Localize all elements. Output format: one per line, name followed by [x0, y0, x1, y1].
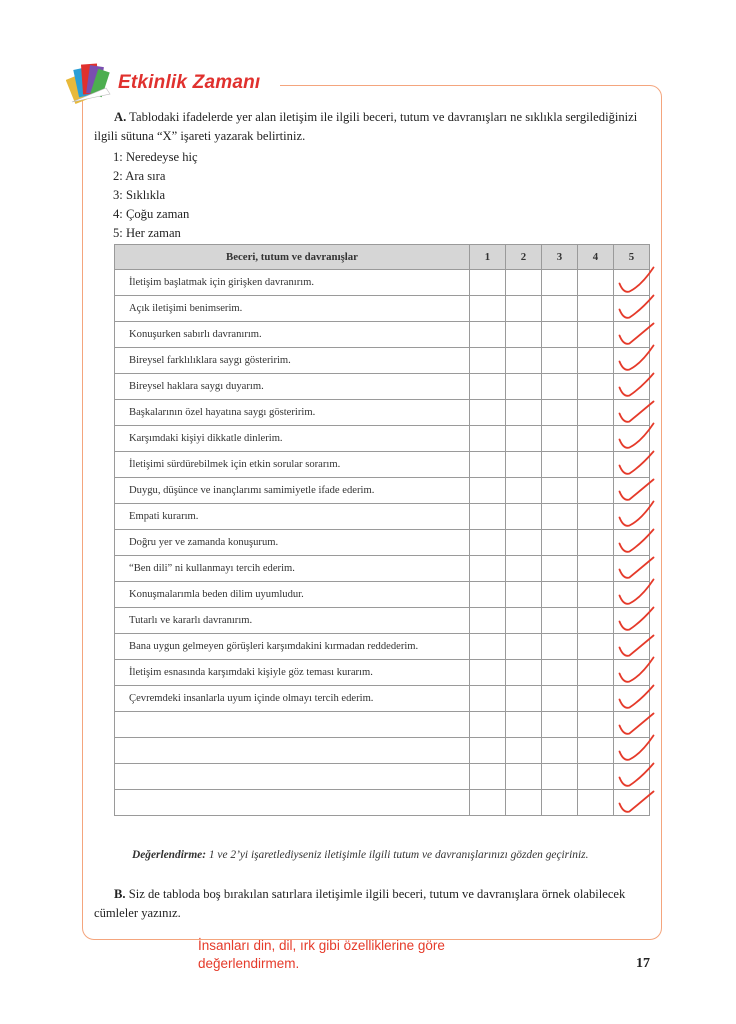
rating-cell-4[interactable]: [578, 530, 614, 556]
statement-cell: Duygu, düşünce ve inançlarımı samimiyetle ifade ederim.: [115, 478, 470, 504]
rating-cell-2[interactable]: [506, 348, 542, 374]
part-b-letter: B.: [114, 887, 126, 901]
rating-cell-1[interactable]: [470, 686, 506, 712]
rating-cell-5[interactable]: [614, 530, 650, 556]
rating-cell-4[interactable]: [578, 478, 614, 504]
table-row: [115, 686, 650, 712]
rating-cell-5[interactable]: [614, 348, 650, 374]
rating-cell-2[interactable]: [506, 322, 542, 348]
rating-cell-3[interactable]: [542, 504, 578, 530]
column-header-2: 2: [506, 245, 542, 270]
rating-cell-1[interactable]: [470, 270, 506, 296]
rating-cell-3[interactable]: [542, 400, 578, 426]
rating-cell-4[interactable]: [578, 426, 614, 452]
rating-cell-4[interactable]: [578, 556, 614, 582]
rating-cell-1[interactable]: [470, 374, 506, 400]
rating-cell-2[interactable]: [506, 764, 542, 790]
rating-cell-5[interactable]: [614, 400, 650, 426]
evaluation-note: [132, 849, 588, 861]
rating-cell-1[interactable]: [470, 478, 506, 504]
table-row: [115, 348, 650, 374]
activity-title: Etkinlik Zamanı: [118, 72, 261, 93]
statement-cell: Konuşmalarımla beden dilim uyumludur.: [115, 582, 470, 608]
rating-cell-1[interactable]: [470, 764, 506, 790]
table-header-label: Beceri, tutum ve davranışlar: [115, 245, 470, 270]
scale-item-1: 1: Neredeyse hiç: [113, 150, 198, 164]
rating-cell-4[interactable]: [578, 400, 614, 426]
rating-cell-3[interactable]: [542, 764, 578, 790]
table-row: [115, 478, 650, 504]
statement-cell: Çevremdeki insanlarla uyum içinde olmayı tercih ederim.: [115, 686, 470, 712]
rating-cell-4[interactable]: [578, 270, 614, 296]
rating-cell-5[interactable]: [614, 374, 650, 400]
rating-cell-5[interactable]: [614, 296, 650, 322]
rating-cell-3[interactable]: [542, 426, 578, 452]
statement-cell: Başkalarının özel hayatına saygı gösteririm.: [115, 400, 470, 426]
part-a-text: Tablodaki ifadelerde yer alan iletişim ile ilgili beceri, tutum ve davranışları ne sıklıkla sergilediğinizi ilgili sütuna “X” işareti yazarak belirtiniz.: [94, 110, 638, 143]
rating-cell-2[interactable]: [506, 400, 542, 426]
rating-cell-1[interactable]: [470, 790, 506, 816]
rating-cell-3[interactable]: [542, 296, 578, 322]
table-row: [115, 504, 650, 530]
activity-logo-icon: [66, 58, 120, 108]
statement-cell: Bireysel farklılıklara saygı gösteririm.: [115, 348, 470, 374]
rating-cell-4[interactable]: [578, 452, 614, 478]
statement-cell: [115, 790, 470, 816]
rating-cell-2[interactable]: [506, 556, 542, 582]
column-header-1: 1: [470, 245, 506, 270]
rating-cell-3[interactable]: [542, 582, 578, 608]
statement-cell: Karşımdaki kişiyi dikkatle dinlerim.: [115, 426, 470, 452]
rating-cell-1[interactable]: [470, 530, 506, 556]
rating-cell-3[interactable]: [542, 738, 578, 764]
rating-cell-2[interactable]: [506, 270, 542, 296]
rating-cell-1[interactable]: [470, 400, 506, 426]
rating-cell-5[interactable]: [614, 686, 650, 712]
rating-cell-5[interactable]: [614, 712, 650, 738]
rating-cell-2[interactable]: [506, 296, 542, 322]
rating-cell-5[interactable]: [614, 322, 650, 348]
handwritten-line-1: İnsanları din, dil, ırk gibi özelliklerine göre: [198, 938, 445, 953]
rating-cell-2[interactable]: [506, 712, 542, 738]
rating-cell-3[interactable]: [542, 374, 578, 400]
rating-cell-1[interactable]: [470, 504, 506, 530]
rating-cell-5[interactable]: [614, 582, 650, 608]
table-row: [115, 296, 650, 322]
rating-cell-4[interactable]: [578, 348, 614, 374]
rating-cell-1[interactable]: [470, 582, 506, 608]
rating-cell-2[interactable]: [506, 452, 542, 478]
rating-cell-5[interactable]: [614, 660, 650, 686]
rating-cell-3[interactable]: [542, 660, 578, 686]
table-row: [115, 738, 650, 764]
table-row: [115, 764, 650, 790]
rating-cell-2[interactable]: [506, 478, 542, 504]
rating-cell-4[interactable]: [578, 374, 614, 400]
table-row: [115, 530, 650, 556]
rating-cell-2[interactable]: [506, 374, 542, 400]
table-row: [115, 374, 650, 400]
statement-cell: İletişimi sürdürebilmek için etkin sorular sorarım.: [115, 452, 470, 478]
statement-cell: Açık iletişimi benimserim.: [115, 296, 470, 322]
rating-cell-1[interactable]: [470, 712, 506, 738]
rating-cell-2[interactable]: [506, 608, 542, 634]
scale-item-2: 2: Ara sıra: [113, 169, 166, 183]
scale-item-4: 4: Çoğu zaman: [113, 207, 190, 221]
evaluation-label: Değerlendirme:: [132, 849, 207, 861]
table-row: [115, 426, 650, 452]
rating-cell-2[interactable]: [506, 634, 542, 660]
statement-cell: Bana uygun gelmeyen görüşleri karşımdakini kırmadan reddederim.: [115, 634, 470, 660]
rating-cell-4[interactable]: [578, 634, 614, 660]
rating-cell-2[interactable]: [506, 738, 542, 764]
rating-cell-2[interactable]: [506, 686, 542, 712]
rating-cell-5[interactable]: [614, 504, 650, 530]
rating-cell-3[interactable]: [542, 270, 578, 296]
statement-cell: “Ben dili” ni kullanmayı tercih ederim.: [115, 556, 470, 582]
statement-cell: [115, 738, 470, 764]
rating-cell-4[interactable]: [578, 322, 614, 348]
rating-cell-4[interactable]: [578, 712, 614, 738]
rating-cell-4[interactable]: [578, 738, 614, 764]
part-b-instruction: [94, 885, 654, 923]
rating-cell-5[interactable]: [614, 270, 650, 296]
rating-cell-4[interactable]: [578, 660, 614, 686]
rating-cell-5[interactable]: [614, 738, 650, 764]
statement-cell: Empati kurarım.: [115, 504, 470, 530]
rating-cell-1[interactable]: [470, 426, 506, 452]
handwritten-answer: [198, 937, 518, 973]
rating-cell-1[interactable]: [470, 452, 506, 478]
rating-cell-5[interactable]: [614, 426, 650, 452]
rating-cell-5[interactable]: [614, 556, 650, 582]
rating-cell-4[interactable]: [578, 582, 614, 608]
rating-cell-1[interactable]: [470, 634, 506, 660]
table-header-row: [115, 245, 650, 270]
rating-cell-2[interactable]: [506, 530, 542, 556]
rating-cell-3[interactable]: [542, 608, 578, 634]
rating-cell-3[interactable]: [542, 348, 578, 374]
scale-item-5: 5: Her zaman: [113, 226, 181, 240]
rating-cell-3[interactable]: [542, 322, 578, 348]
behavior-table: [114, 244, 650, 816]
rating-cell-1[interactable]: [470, 348, 506, 374]
rating-cell-2[interactable]: [506, 660, 542, 686]
rating-cell-3[interactable]: [542, 530, 578, 556]
statement-cell: İletişim başlatmak için girişken davranırım.: [115, 270, 470, 296]
rating-cell-2[interactable]: [506, 582, 542, 608]
column-header-3: 3: [542, 245, 578, 270]
page-number: 17: [636, 956, 650, 971]
rating-cell-1[interactable]: [470, 608, 506, 634]
statement-cell: Konuşurken sabırlı davranırım.: [115, 322, 470, 348]
rating-cell-4[interactable]: [578, 504, 614, 530]
part-a-letter: A.: [114, 110, 127, 124]
rating-cell-3[interactable]: [542, 556, 578, 582]
table-row: [115, 270, 650, 296]
rating-cell-2[interactable]: [506, 426, 542, 452]
table-row: [115, 634, 650, 660]
rating-cell-5[interactable]: [614, 764, 650, 790]
rating-cell-1[interactable]: [470, 738, 506, 764]
rating-cell-2[interactable]: [506, 504, 542, 530]
rating-cell-4[interactable]: [578, 296, 614, 322]
rating-cell-3[interactable]: [542, 478, 578, 504]
rating-cell-5[interactable]: [614, 608, 650, 634]
rating-cell-3[interactable]: [542, 634, 578, 660]
table-row: [115, 322, 650, 348]
part-b-text: Siz de tabloda boş bırakılan satırlara iletişimle ilgili beceri, tutum ve davranışlara örnek olabilecek cümleler yazınız.: [94, 887, 626, 920]
rating-cell-2[interactable]: [506, 790, 542, 816]
rating-cell-3[interactable]: [542, 686, 578, 712]
statement-cell: [115, 764, 470, 790]
table-row: [115, 582, 650, 608]
table-row: [115, 400, 650, 426]
rating-cell-1[interactable]: [470, 322, 506, 348]
evaluation-text: 1 ve 2’yi işaretlediyseniz iletişimle ilgili tutum ve davranışlarınızı gözden geçiriniz.: [208, 849, 589, 861]
rating-cell-3[interactable]: [542, 790, 578, 816]
table-row: [115, 660, 650, 686]
statement-cell: İletişim esnasında karşımdaki kişiyle göz teması kurarım.: [115, 660, 470, 686]
rating-cell-5[interactable]: [614, 478, 650, 504]
rating-cell-4[interactable]: [578, 608, 614, 634]
rating-cell-4[interactable]: [578, 790, 614, 816]
scale-item-3: 3: Sıklıkla: [113, 188, 166, 202]
statement-cell: Bireysel haklara saygı duyarım.: [115, 374, 470, 400]
table-row: [115, 712, 650, 738]
statement-cell: Doğru yer ve zamanda konuşurum.: [115, 530, 470, 556]
rating-cell-1[interactable]: [470, 556, 506, 582]
rating-cell-5[interactable]: [614, 790, 650, 816]
rating-cell-3[interactable]: [542, 452, 578, 478]
statement-cell: [115, 712, 470, 738]
column-header-4: 4: [578, 245, 614, 270]
rating-cell-1[interactable]: [470, 296, 506, 322]
rating-cell-5[interactable]: [614, 634, 650, 660]
table-row: [115, 790, 650, 816]
handwritten-line-2: değerlendirmem.: [198, 956, 300, 971]
rating-cell-5[interactable]: [614, 452, 650, 478]
table-row: [115, 556, 650, 582]
rating-cell-1[interactable]: [470, 660, 506, 686]
column-header-5: 5: [614, 245, 650, 270]
part-a-instruction: [94, 108, 654, 146]
rating-cell-4[interactable]: [578, 686, 614, 712]
rating-cell-3[interactable]: [542, 712, 578, 738]
table-row: [115, 608, 650, 634]
rating-cell-4[interactable]: [578, 764, 614, 790]
statement-cell: Tutarlı ve kararlı davranırım.: [115, 608, 470, 634]
table-row: [115, 452, 650, 478]
